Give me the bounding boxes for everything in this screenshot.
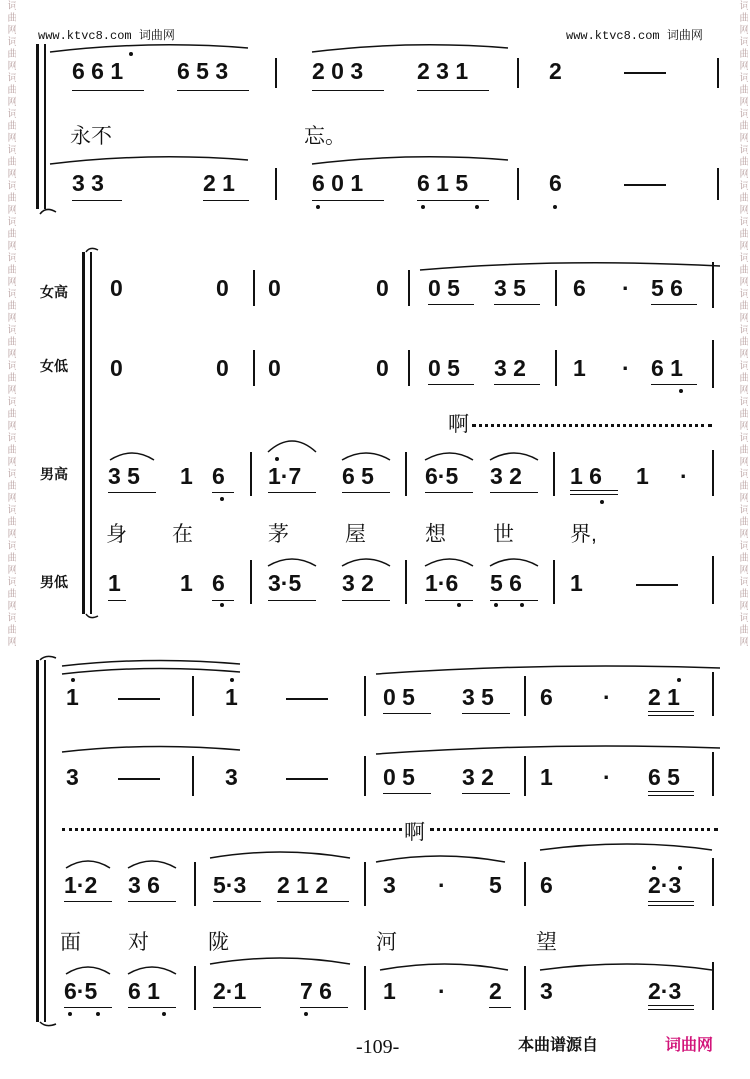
soprano-note: 3 5: [494, 275, 526, 301]
slur: [210, 958, 350, 964]
slur: [62, 668, 240, 674]
lyric: 忘。: [304, 125, 346, 148]
lower-measure-2a: 6 0 1: [312, 170, 364, 196]
bass-note: 1: [570, 570, 583, 596]
lyric: 世: [493, 523, 514, 546]
tenor-note: 5: [489, 872, 502, 898]
alto-note: 1: [573, 355, 586, 381]
page-number: -109-: [356, 1036, 400, 1058]
lyric: 在: [172, 523, 193, 546]
lower-measure-1b: 2 1: [203, 170, 235, 196]
site-name: 词曲网: [665, 1037, 714, 1054]
bass-note: 6: [212, 570, 225, 596]
soprano-note: 0: [268, 275, 281, 301]
side-watermark-left: 词曲网词曲网词曲网词曲网词曲网词曲网词曲网词曲网词曲网词曲网词曲网词曲网词曲网词曲网词曲网词曲网词曲网词曲网: [5, 0, 16, 648]
tenor-note: 6: [212, 463, 225, 489]
alto-note: 0: [110, 355, 123, 381]
alto-note: 0: [268, 355, 281, 381]
slur: [50, 157, 248, 164]
slur: [66, 967, 110, 974]
slur: [540, 964, 712, 970]
upper-measure-3: 2: [549, 58, 562, 84]
soprano-note: 1: [225, 684, 238, 710]
upper-measure-2b: 2 3 1: [417, 58, 469, 84]
soprano-note: ·: [603, 684, 611, 710]
alto-note: 1: [540, 764, 553, 790]
tenor-note: ·: [438, 872, 446, 898]
tenor-note: 6: [540, 872, 553, 898]
slur: [268, 441, 316, 452]
tenor-note: 3 6: [128, 872, 160, 898]
bass-note: 7 6: [300, 978, 332, 1004]
brace: [40, 656, 56, 660]
alto-note: 0 5: [383, 764, 415, 790]
bass-note: 6 1: [128, 978, 160, 1004]
slur: [490, 559, 538, 566]
part-label-soprano: 女高: [40, 284, 68, 300]
bass-note: ·: [438, 978, 446, 1004]
brace: [40, 1022, 56, 1026]
soprano-note: 6: [573, 275, 586, 301]
tenor-note: 1: [636, 463, 649, 489]
lyric: 望: [536, 931, 557, 954]
lyric: 茅: [268, 523, 289, 546]
bass-note: 1: [180, 570, 193, 596]
bass-note: 2: [489, 978, 502, 1004]
soprano-note: 0: [110, 275, 123, 301]
lyric: 陇: [208, 931, 229, 954]
part-label-bass: 男低: [40, 574, 68, 590]
alto-note: ·: [622, 355, 630, 381]
part-label-alto: 女低: [40, 358, 68, 374]
soprano-note: 2 1: [648, 684, 680, 710]
lyric: 对: [128, 931, 149, 954]
slur: [425, 559, 473, 566]
brace: [86, 614, 98, 618]
lyric: 想: [425, 523, 446, 546]
alto-note: 6 5: [648, 764, 680, 790]
bass-note: 2·1: [213, 978, 247, 1004]
alto-note: 3 2: [462, 764, 494, 790]
lyric: 面: [60, 931, 81, 954]
bass-note: 1: [383, 978, 396, 1004]
tenor-note: 3 5: [108, 463, 140, 489]
slur: [376, 746, 720, 754]
tenor-note: ·: [680, 463, 688, 489]
slur: [425, 453, 473, 460]
alto-note: 0 5: [428, 355, 460, 381]
bass-note: 1·6: [425, 570, 459, 596]
tenor-note: 3: [383, 872, 396, 898]
soprano-note: 0: [376, 275, 389, 301]
soprano-note: 3 5: [462, 684, 494, 710]
slur: [128, 967, 176, 974]
tenor-note: 5·3: [213, 872, 247, 898]
lyric: 永不: [70, 125, 112, 148]
watermark-top-left: www.ktvc8.com 词曲网: [38, 29, 175, 43]
part-label-tenor: 男高: [40, 466, 68, 482]
alto-note: 3: [225, 764, 238, 790]
lyric: 身: [106, 523, 127, 546]
lower-measure-2b: 6 1 5: [417, 170, 469, 196]
slur: [380, 964, 508, 970]
tenor-note: 3 2: [490, 463, 522, 489]
soprano-note: 0 5: [383, 684, 415, 710]
slur: [210, 852, 350, 858]
slur: [376, 856, 505, 862]
tenor-note: 1·2: [64, 872, 98, 898]
slur: [110, 453, 154, 460]
tenor-note: 2·3: [648, 872, 682, 898]
bass-note: 3 2: [342, 570, 374, 596]
soprano-note: 5 6: [651, 275, 683, 301]
slur: [312, 157, 508, 164]
soprano-note: 1: [66, 684, 79, 710]
slur: [50, 45, 248, 52]
watermark-top-right: www.ktvc8.com 词曲网: [566, 29, 703, 43]
brace: [40, 209, 56, 214]
lyric: 屋: [345, 523, 366, 546]
bass-note: 3·5: [268, 570, 302, 596]
alto-note: 6 1: [651, 355, 683, 381]
soprano-note: 0: [216, 275, 229, 301]
alto-note: ·: [603, 764, 611, 790]
lower-measure-1a: 3 3: [72, 170, 104, 196]
bass-note: 2·3: [648, 978, 682, 1004]
bass-note: 6·5: [64, 978, 98, 1004]
source-text: 本曲谱源自: [518, 1037, 599, 1054]
soprano-note: ·: [622, 275, 630, 301]
tenor-note: 2 1 2: [277, 872, 329, 898]
alto-note: 3: [66, 764, 79, 790]
slur: [342, 453, 390, 460]
lower-measure-3: 6: [549, 170, 562, 196]
soprano-note: 0 5: [428, 275, 460, 301]
lyric: 界,: [570, 523, 597, 546]
slur: [376, 666, 720, 674]
slur: [312, 45, 508, 52]
alto-note: 0: [216, 355, 229, 381]
soprano-note: 6: [540, 684, 553, 710]
slur: [540, 844, 712, 850]
slur: [342, 559, 390, 566]
tenor-note: 1: [180, 463, 193, 489]
slur: [420, 263, 720, 270]
upper-measure-2a: 2 0 3: [312, 58, 364, 84]
lyric: 河: [376, 931, 397, 954]
slur: [490, 453, 538, 460]
slur: [62, 660, 240, 666]
lyric-ah: 啊: [448, 413, 469, 436]
brace: [86, 248, 98, 252]
lyric-ah: 啊: [404, 821, 425, 844]
slur: [128, 861, 176, 868]
tenor-note: 6·5: [425, 463, 459, 489]
bass-note: 3: [540, 978, 553, 1004]
tenor-note: 6 5: [342, 463, 374, 489]
slur: [66, 861, 110, 868]
tenor-note: 1 6: [570, 463, 602, 489]
upper-measure-1a: 6 6 1: [72, 58, 124, 84]
slur: [268, 559, 316, 566]
side-watermark-right: 词曲网词曲网词曲网词曲网词曲网词曲网词曲网词曲网词曲网词曲网词曲网词曲网词曲网词曲网词曲网词曲网词曲网词曲网: [737, 0, 748, 648]
slur: [62, 746, 240, 752]
upper-measure-1b: 6 5 3: [177, 58, 229, 84]
alto-note: 3 2: [494, 355, 526, 381]
bass-note: 1: [108, 570, 121, 596]
alto-note: 0: [376, 355, 389, 381]
tenor-note: 1·7: [268, 463, 302, 489]
bass-note: 5 6: [490, 570, 522, 596]
